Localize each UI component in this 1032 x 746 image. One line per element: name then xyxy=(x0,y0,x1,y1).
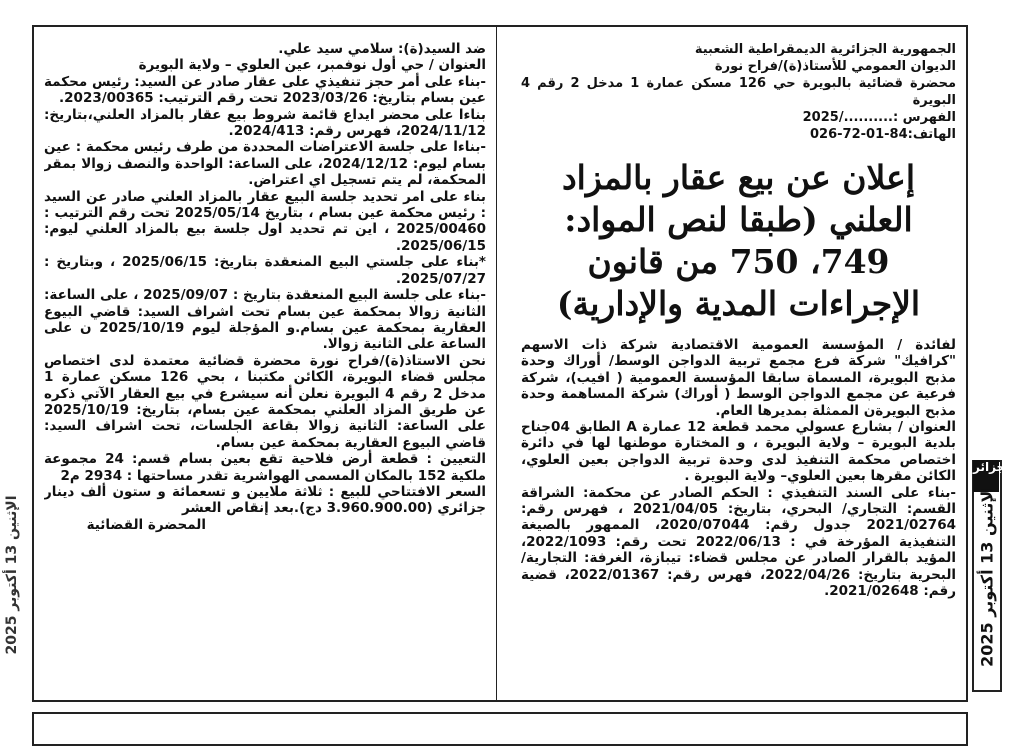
page-date-strip xyxy=(972,460,1014,692)
seizure-order-paragraph: -بناء على أمر حجز تنفيذي على عقار صادر عن السيد: رئيس محكمة عين بسام بتاريخ: 2023/03/26 تحت رقم الترتيب: 2023/00365. xyxy=(44,73,486,107)
defendant-name: ضد السيد(ة): سلامي سيد علي. xyxy=(278,41,486,57)
sale-session-order-paragraph: بناء على امر تحديد جلسة البيع عقار بالمزاد العلني صادر عن السيد : رئيس محكمة عين بسام ، بتاريخ 2025/05/14 تحت رقم الترتيب : 2025/00460 ، اين تم تحديد اول جلسة بيع بالمزاد العلني ليوم: 2025/06/15. xyxy=(44,188,486,254)
next-notice-frame xyxy=(32,712,968,746)
header-line-2: الديوان العمومي للأستاذ(ة)/فراح نورة xyxy=(714,59,956,74)
newspaper-brand: الجزائر xyxy=(973,460,999,492)
notice-title: إعلان عن بيع عقار بالمزاد العلني (طبقا لنص المواد: 749، 750 من قانون الإجراءات المدية والإدارية) xyxy=(556,158,921,323)
sale-sessions-paragraph: *بناء على جلستي البيع المنعقدة بتاريخ: 2025/06/15 ، وبتاريخ : 2025/07/27. xyxy=(44,254,486,287)
header-line-3: محضرة قضائية بالبويرة حي 126 مسكن عمارة 1 مدخل 2 رقم 4 البويرة xyxy=(521,76,956,108)
header-line-4: الفهرس :........../2025 xyxy=(802,110,956,125)
enforcement-title-paragraph: -بناء على السند التنفيذي : الحكم الصادر عن محكمة: الشراقة القسم: التجاري/ البحري، بتاريخ: 2021/04/05 ، فهرس رقم: 2021/02764 جدول رقم: 2020/07044، الممهور بالصيغة التنفيذية المؤرخة في : 2022/06/13 تحت رقم: 2022/1093، المؤيد بالقرار الصادر عن مجلس قضاء: تيبازة، الغرفة: التجارية/البحرية بتاريخ: 2022/04/26، فهرس رقم: 2022/01367، قضية رقم: 2021/02648. xyxy=(521,484,956,600)
defendant-address: العنوان / حي أول نوفمبر، عين العلوي – ولاية البويرة xyxy=(138,57,486,74)
header-line-5: الهاتف:84-01-72-026 xyxy=(809,127,956,142)
opening-price-paragraph: السعر الافتتاحي للبيع : ثلاثة ملايين و تسعمائة و ستون ألف دينار جزائري (3.960.900.00 دج).بعد إنقاص العشر xyxy=(44,483,486,517)
adjacent-page-strip xyxy=(0,455,24,695)
left-column xyxy=(44,41,486,692)
conditions-deposit-paragraph: بناءا على محضر ايداع قائمة شروط بيع عقار بالمزاد العلني،بتاريخ: 2024/11/12، فهرس رقم: 2024/413. xyxy=(44,106,486,140)
postponed-session-paragraph: -بناء على جلسة البيع المنعقدة بتاريخ : 2025/09/07 ، على الساعة: الثانية زوالا بمحكمة عين بسام تحت اشراف السيد: قاضي البيوع العقارية بمحكمة عين بسام.و المؤجلة ليوم 2025/10/19 ن على الساعة على الثانية زوالا. xyxy=(44,287,486,353)
beneficiary-paragraph: لفائدة / المؤسسة العمومية الاقتصادية شركة ذات الاسهم "كرافيك" شركة فرع مجمع تربية الدواجن الوسط/ أوراك وحدة مذبح البويرة، المسماة سابقا المؤسسة العمومية ( افيب)، شركة فرعية عن مجمع الدواجن الوسط ( أوراك) شركة المساهمة وحدة مذبح البويرةن الممثلة بمديرها العام. xyxy=(521,337,956,419)
adjacent-page-date: الإثنين 13 أكتوبر 2025 xyxy=(4,495,20,655)
property-description-paragraph: التعيين : قطعة أرض فلاحية تقع بعين بسام قسم: 24 مجموعة ملكية 152 بالمكان المسمى الهواشرية تقدر مساحتها : 2934 م2 xyxy=(44,451,486,484)
header-line-1: الجمهورية الجزائرية الديمقراطية الشعبية xyxy=(694,42,956,57)
column-divider xyxy=(496,27,497,700)
signature: المحضرة القضائية xyxy=(86,516,206,533)
right-column xyxy=(521,41,956,692)
objections-session-paragraph: -بناءا على جلسة الاعتراضات المحددة من طرف رئيس محكمة : عين بسام ليوم: 2024/12/12، على الساعة: الواحدة والنصف زوالا بمقر المحكمة، لم يتم تسجيل اي اعتراض. xyxy=(44,139,486,189)
notice-frame xyxy=(32,25,968,702)
beneficiary-address-paragraph: العنوان / بشارع عسولي محمد قطعة 12 عمارة A الطابق 04جناح بلدية البويرة – ولاية البويرة ، و المختارة موطنها لها في دائرة اختصاص محكمة التنفيذ لدى وحدة تربية الدواجن بعين العلوي، الكائن مقرها بعين العلوي– ولاية البويرة . xyxy=(521,419,956,485)
bailiff-announcement-paragraph: نحن الاستاذ(ة)/فراح نورة محضرة قضائية معتمدة لدى اختصاص مجلس قضاء البويرة، الكائن مكتبنا ، بحي 126 مسكن عمارة 1 مدخل 2 رقم 4 البويرة نعلن أنه سيشرع في بيع العقار الآتي ذكره عن طريق المزاد العلني بمحكمة عين بسام، بتاريخ: 2025/10/19 على الساعة: الثانية زوالا بقاعة الجلسات، تحت اشراف السيد: قاضي البيوع العقارية بمحكمة عين بسام. xyxy=(44,352,486,451)
page-date: الإثنين 13 أكتوبر 2025 xyxy=(977,485,997,667)
